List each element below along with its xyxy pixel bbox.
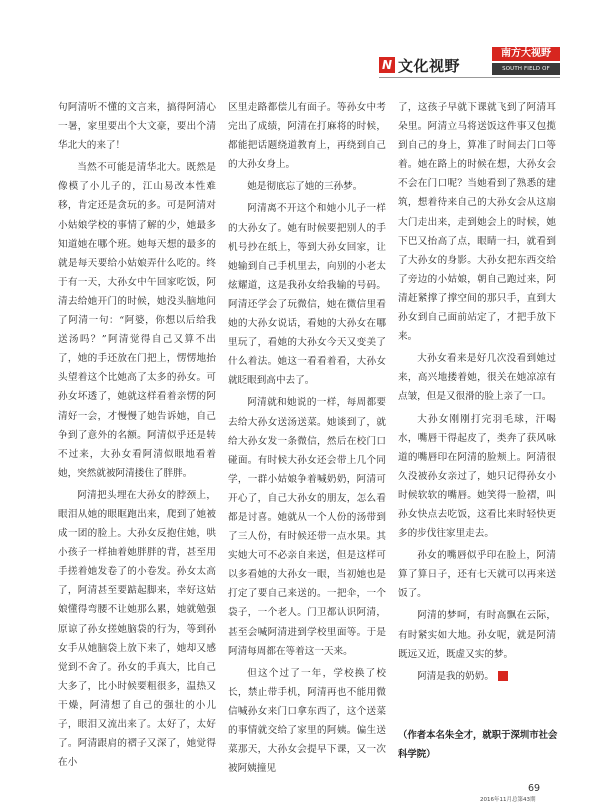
section-title: 文化视野 [398, 56, 461, 75]
paragraph: 阿清离不开这个和她小儿子一样的大孙女了。她有时候要把别人的手机号抄在纸上，等到大孙女回家，让她输到自己手机里去，向别的小老太炫耀道，这是我孙女给我输的号码。阿清还学会了玩微信，她在微信里看她的大孙女说话，看她的大孙女在哪里玩了，看她的大孙女今天又变美了什么着法。她这一看看着看，大孙女就眨眼到高中去了。 [228, 203, 386, 387]
paragraph: 阿清就和她说的一样，每周都要去给大孙女送汤送菜。她谈到了，就给大孙女发一条微信，然后在校门口碰面。有时候大孙女还会带上几个同学，一群小姑娘争着喊奶奶，阿清可开心了，自己大孙女的朋友，怎么看都是讨喜。她就从一个人份的汤带到了三人份，有时候还带一点水果。其实她大可不必亲自来送，但是这样可以多看她的大孙女一眼，当初她也是打定了要自己来送的。一把伞，一个袋子，一个老人。门卫都认识阿清，甚至会喊阿清进到学校里面等。于是阿清每周都在等着这一天来。 [228, 397, 386, 657]
paragraph: 了，这孩子早就下课就飞到了阿清耳朵里。阿清立马将送饭这件事又包揽到自己的身上，算准了时间去门口等着。她在路上的时候在想，大孙女会不会在门口呢？当她看到了熟悉的建筑，想着待来自己的大孙女会从这扇大门走出来，走到她会上的时候，她下巴又抬高了点，眼睛一扫，就看到了大孙女的身影。大孙女把东西交给了旁边的小姑娘，朝自己跑过来，阿清赶紧撑了撑空间的那只手，直到大孙女到自己面前站定了，才把手放下来。 [398, 102, 556, 343]
brand-name-cn: 南方大视野 [492, 47, 560, 61]
paragraph: 区里走路都偿儿有面子。等孙女中考完出了成绩，阿清在打麻将的时候，都能把话题绕道教育上，再绕到自己的大孙女身上。 [228, 102, 386, 171]
header-divider [379, 77, 560, 78]
paragraph: 句阿清听不懂的文言来，搞得阿清心一暑，家里要出个大文豪，要出个清华北大的来了！ [58, 102, 216, 152]
paragraph: 但这个过了一年，学校换了校长，禁止带手机，阿清再也不能用微信喊孙女来门口拿东西了，这个送菜的事情就交给了家里的阿姨。偏生送菜那天，大孙女会提早下课，又一次被阿姨撞见 [228, 667, 386, 775]
author-note: （作者本名朱全才，就职于深圳市社会科学院） [398, 730, 558, 760]
paragraph: 大孙女看来是好几次没看到她过来，高兴地搂着她，很关在她凉凉有点皱，但是又很滑的脸上亲了一口。 [398, 353, 556, 403]
paragraph: 阿清的梦呵，有时高飘在云际，有时紧实如大地。孙女呢，就是阿清既远又近，既虚又实的梦。 [398, 610, 556, 660]
paragraph: 阿清把头埋在大孙女的脖颈上，眼泪从她的眼眶跑出来，爬到了她被成一团的脸上。大孙女反抱住她，哄小孩子一样抽着她胖胖的背，甚至用手搓着她发卷了的小卷发。孙女太高了，阿清甚至要踮起脚来，幸好这姑娘懂得弯腰不让她那么累，她就勉强原谅了孙女搓她脑袋的行为，等到孙女手从她脑袋上放下来了，她却又感觉到不舍了。孙女的手真大，比自己大多了，比小时候要粗很多，温热又干燥，阿清想了自己的强壮的小儿子，眼泪又流出来了。太好了，太好了。阿清跟肩的褶子又深了，她觉得在小 [58, 489, 216, 769]
issue-info: 2016年11月总第43期 [480, 797, 536, 803]
brand-name-en: SOUTH FIELD OF VISION [492, 63, 560, 75]
text-column-1 [58, 98, 216, 775]
text-column-3 [398, 98, 556, 689]
paragraph: 孙女的嘴唇似乎印在脸上，阿清算了算日子，还有七天就可以再来送饭了。 [398, 550, 556, 600]
brand-badge [492, 47, 560, 84]
section-header [379, 54, 491, 76]
final-line: 阿清是我的奶奶。 [417, 670, 494, 682]
end-mark-icon: N [498, 671, 508, 681]
paragraph: 当然不可能是清华北大。既然是像模了小儿子的，江山易改本性难移，肯定还是贪玩的多。可是阿清对小姑娘学校的事情了解的少，她最多知道她在哪个班。她每天想的最多的就是每天要给小姑娘弄什么吃的。终于有一天，大孙女中午回家吃饭，阿清去给她开门的时候，她没头脑地问了阿清一句：“阿婆，你想以后给我送汤吗？”阿清觉得自己又算不出了，她的手还放在门把上，愣愣地抬头望着这个比她高了太多的孙女。可孙女坏透了，她就这样看着亲愣的阿清好一会，才慢慢了她告诉她，自己争到了意外的名额。阿清似乎还是转不过来，大孙女看阿清似眼地看着她，突然就被阿清搂住了胖胖。 [58, 162, 216, 479]
final-paragraph [398, 667, 556, 686]
paragraph: 她是彻底忘了她的三孙梦。 [247, 181, 363, 193]
magazine-logo-icon: N [379, 57, 395, 73]
text-column-2 [228, 98, 386, 781]
page-number: 69 [528, 783, 541, 794]
paragraph: 大孙女刚刚打完羽毛球，汗喝水，嘴唇干得起皮了，类奔了获风咏道的嘴唇印在阿清的脸颊上。阿清很久没被孙女亲过了，她只记得孙女小时候软软的嘴唇。她笑得一脸褶，叫孙女快点去吃饭，这看比来时轻快更多的步伐往家里走去。 [398, 413, 556, 540]
